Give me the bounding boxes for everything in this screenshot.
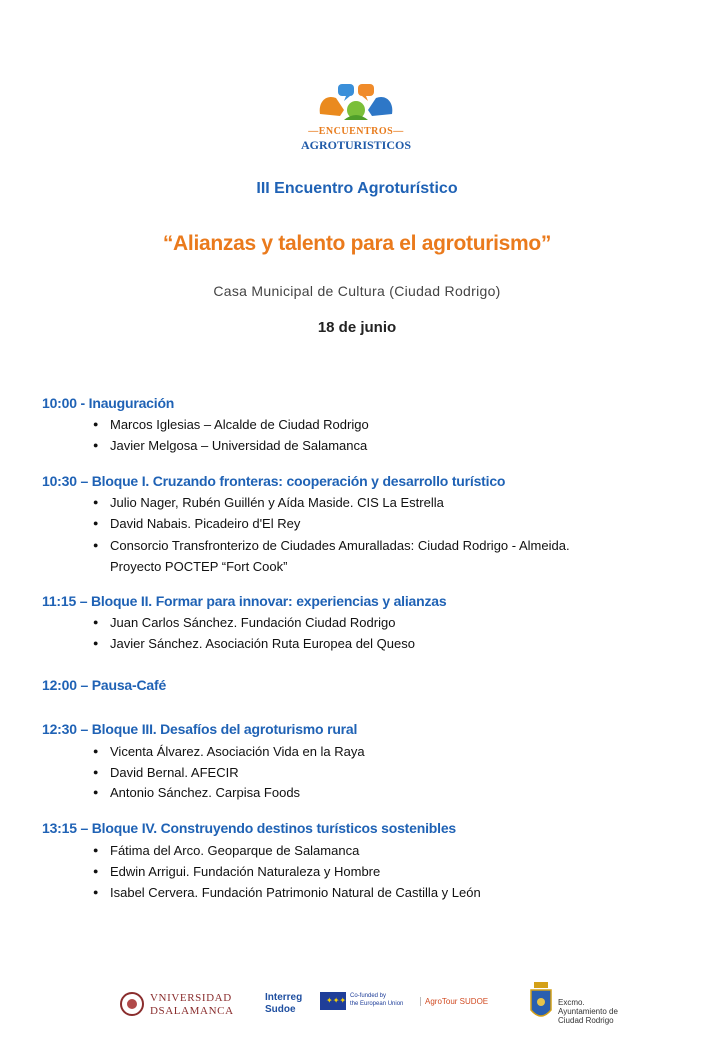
logo-text-encuentros: —ENCUENTROS— <box>308 126 404 137</box>
event-date: 18 de junio <box>317 319 397 336</box>
event-venue: Casa Municipal de Cultura (Ciudad Rodrigo) <box>213 283 501 299</box>
list-item: ● Consorcio Transfronterizo de Ciudades Amuralladas: Ciudad Rodrigo - Almeida. <box>110 535 638 556</box>
bullet-icon: ● <box>93 617 99 627</box>
coat-of-arms-icon <box>528 980 554 1024</box>
list-item: ● David Bernal. AFECIR <box>110 762 638 783</box>
eu-cofunded-logo: ✦✦✦ Co-funded by the European Union <box>320 978 410 1030</box>
session-title-bloque-4: 13:15 – Bloque IV. Construyendo destinos turísticos sostenibles <box>42 820 456 836</box>
university-seal-icon <box>120 992 144 1016</box>
list-item: ● Javier Melgosa – Universidad de Salamanca <box>110 435 638 456</box>
bullet-icon: ● <box>93 638 99 648</box>
session-title-bloque-1: 10:30 – Bloque I. Cruzando fronteras: cooperación y desarrollo turístico <box>42 473 506 489</box>
bullet-icon: ● <box>93 746 99 756</box>
bullet-icon: ● <box>93 787 99 797</box>
list-item: ● Antonio Sánchez. Carpisa Foods <box>110 782 638 803</box>
event-subtitle: “Alianzas y talento para el agroturismo” <box>162 232 552 255</box>
session-title-bloque-3: 12:30 – Bloque III. Desafíos del agroturismo rural <box>42 721 358 737</box>
bullet-icon: ● <box>93 497 99 507</box>
list-item: ● Julio Nager, Rubén Guillén y Aída Maside. CIS La Estrella <box>110 492 638 513</box>
universidad-salamanca-logo: VNIVERSIDAD DSALAMANCA <box>120 978 232 1030</box>
list-item-continuation: Proyecto POCTEP “Fort Cook” <box>110 559 288 574</box>
bullet-icon: ● <box>93 419 99 429</box>
bullet-icon: ● <box>93 866 99 876</box>
list-item: ● Edwin Arrigui. Fundación Naturaleza y Hombre <box>110 861 638 882</box>
session-title-pausa-cafe: 12:00 – Pausa-Café <box>42 677 167 693</box>
eu-flag-icon: ✦✦✦ <box>320 992 346 1010</box>
logo-text-agroturisticos: AGROTURISTICOS <box>300 138 412 152</box>
list-item: ● Juan Carlos Sánchez. Fundación Ciudad Rodrigo <box>110 612 638 633</box>
list-item: ● Javier Sánchez. Asociación Ruta Europea del Queso <box>110 633 638 654</box>
list-item: ● Fátima del Arco. Geoparque de Salamanca <box>110 840 638 861</box>
list-item: ● Isabel Cervera. Fundación Patrimonio Natural de Castilla y León <box>110 882 638 903</box>
bullet-icon: ● <box>93 845 99 855</box>
bullet-icon: ● <box>93 540 99 550</box>
bullet-icon: ● <box>93 440 99 450</box>
encuentros-agroturisticos-logo <box>300 80 412 156</box>
session-title-inauguracion: 10:00 - Inauguración <box>42 395 175 411</box>
event-title: III Encuentro Agroturístico <box>256 180 458 197</box>
interreg-sudoe-logo: Interreg Sudoe <box>265 992 303 1015</box>
hands-and-speech-bubbles-icon <box>300 80 412 128</box>
list-item: ● David Nabais. Picadeiro d'El Rey <box>110 513 638 534</box>
ayuntamiento-ciudad-rodrigo-logo: Excmo. Ayuntamiento de Ciudad Rodrigo <box>528 978 624 1030</box>
agrotour-sudoe-logo: AgroTour SUDOE <box>420 978 490 1030</box>
list-item: ● Marcos Iglesias – Alcalde de Ciudad Rodrigo <box>110 414 638 435</box>
bullet-icon: ● <box>93 887 99 897</box>
session-title-bloque-2: 11:15 – Bloque II. Formar para innovar: experiencias y alianzas <box>42 593 447 609</box>
list-item: ● Vicenta Álvarez. Asociación Vida en la Raya <box>110 741 638 762</box>
bullet-icon: ● <box>93 767 99 777</box>
bullet-icon: ● <box>93 518 99 528</box>
